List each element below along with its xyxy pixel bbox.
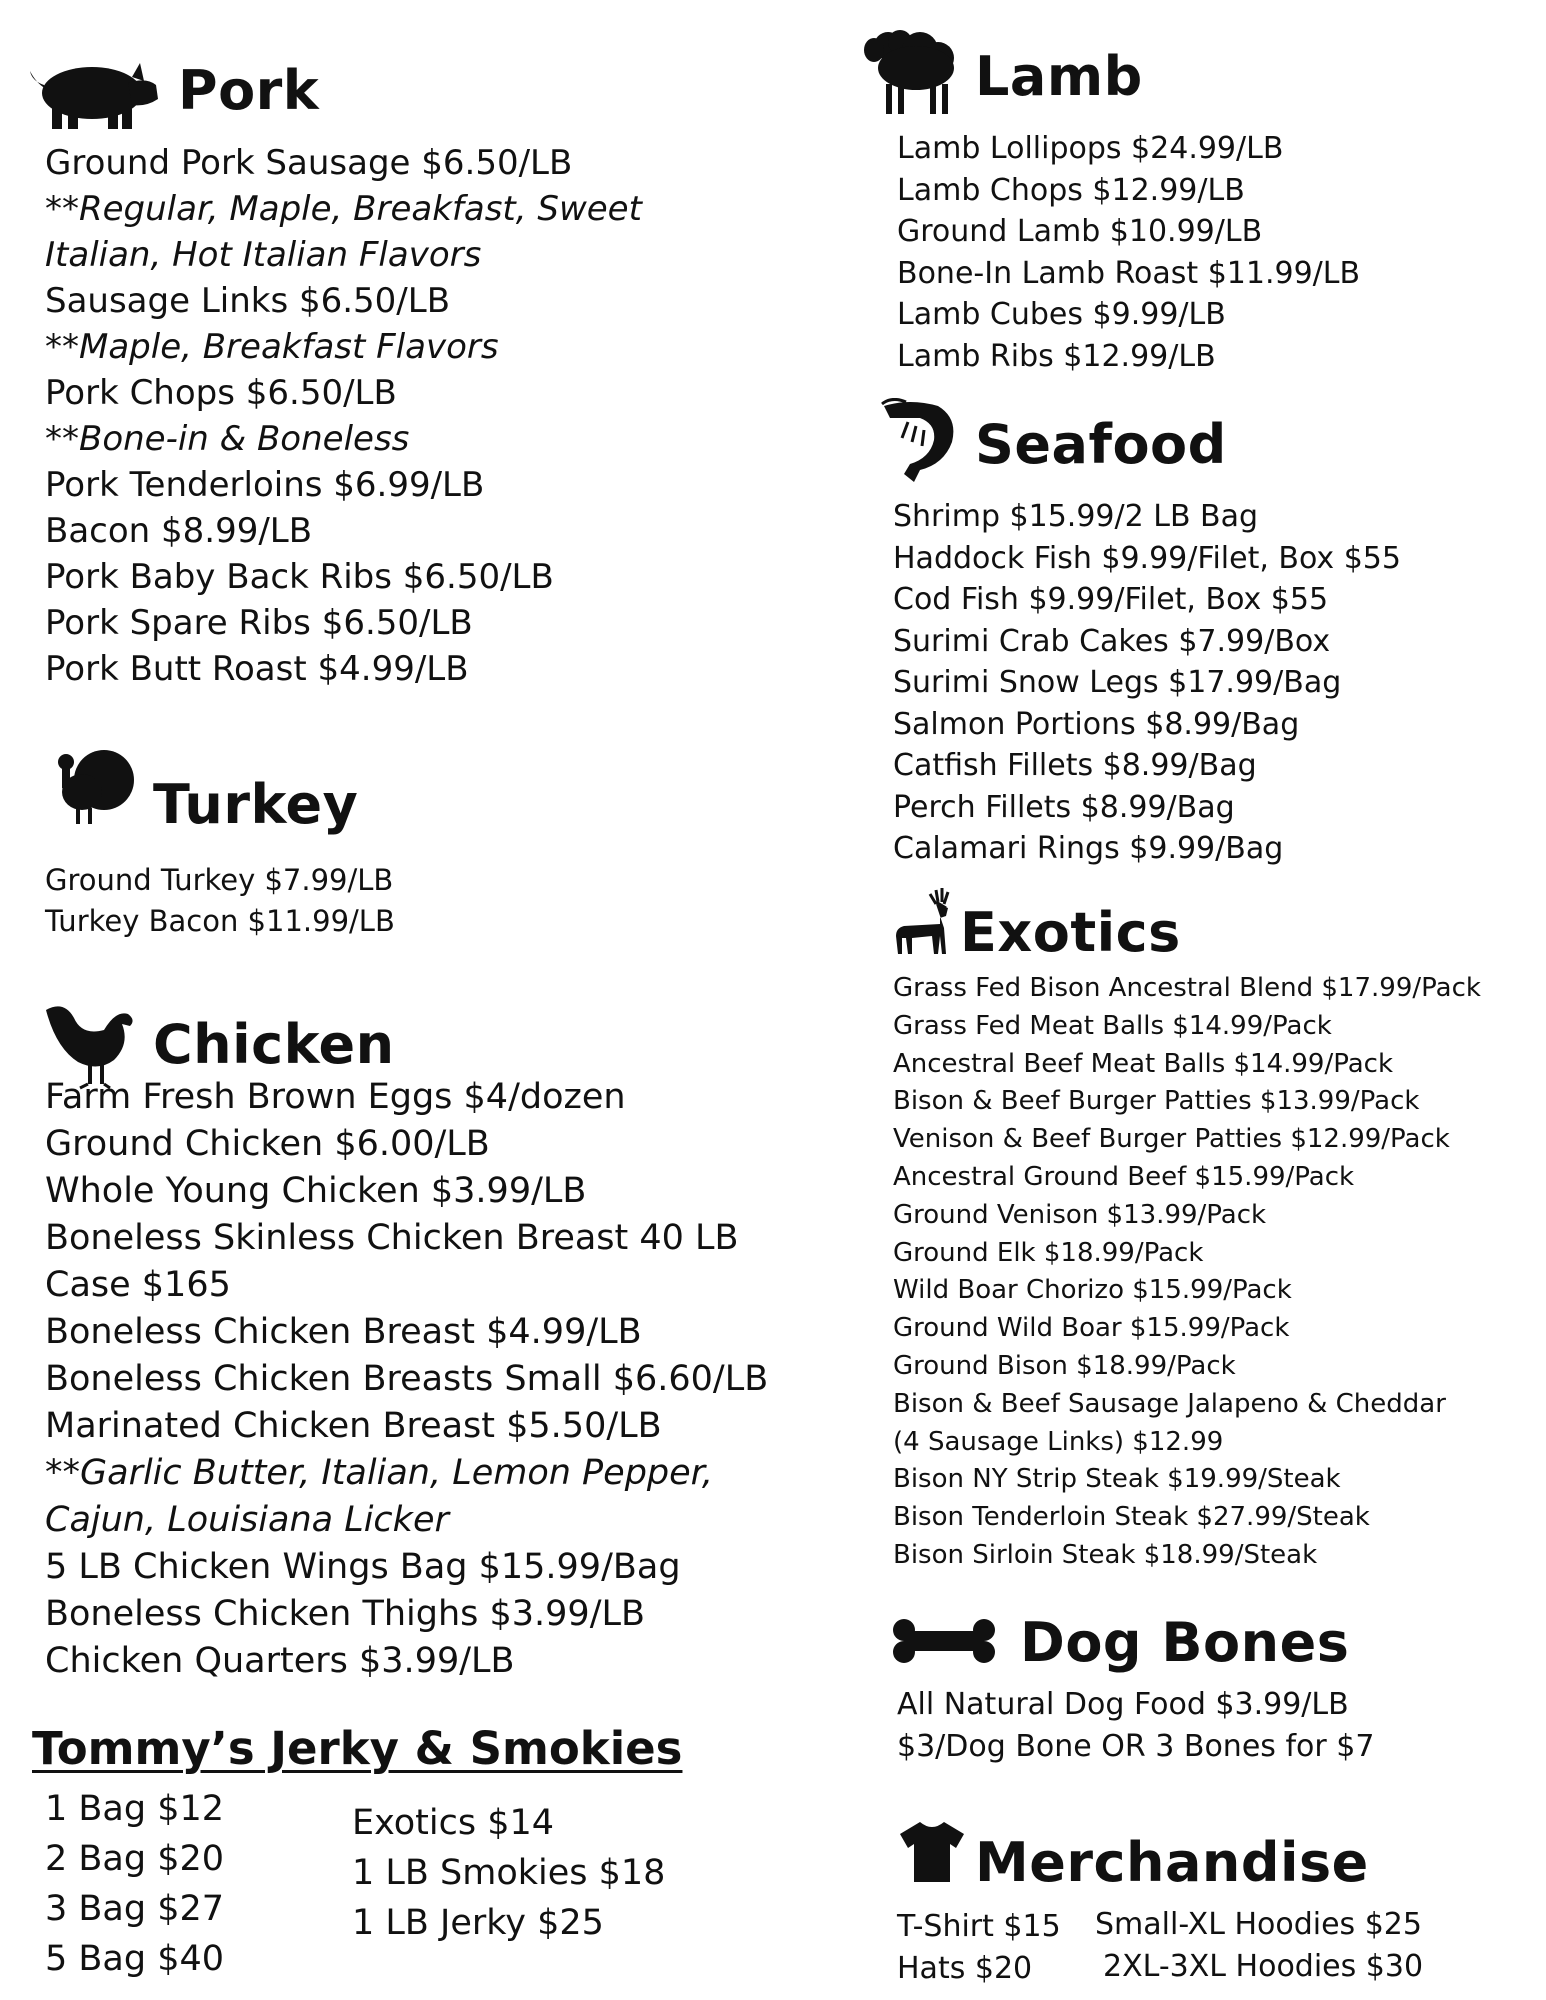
tshirt-icon [898, 1820, 966, 1884]
dog-bones-section [850, 1600, 1546, 1800]
exotics-item: Ground Elk $18.99/Pack [893, 1237, 1204, 1268]
jerky-item: 1 LB Jerky $25 [352, 1903, 604, 1943]
seafood-items [893, 496, 1401, 870]
chicken-item: Boneless Chicken Breast $4.99/LB [45, 1312, 642, 1352]
exotics-item: Venison & Beef Burger Patties $12.99/Pack [893, 1124, 1450, 1155]
lamb-item: Bone-In Lamb Roast $11.99/LB [897, 255, 1361, 291]
pork-item: Pork Chops $6.50/LB [45, 373, 397, 413]
lamb-item: Lamb Ribs $12.99/LB [897, 338, 1216, 374]
merchandise-item: 2XL-3XL Hoodies $30 [1103, 1949, 1424, 1984]
seafood-item: Haddock Fish $9.99/Filet, Box $55 [893, 540, 1401, 576]
seafood-section [850, 390, 1546, 880]
exotics-item: Bison Tenderloin Steak $27.99/Steak [893, 1502, 1370, 1533]
merchandise-title: Merchandise [975, 1831, 1369, 1894]
jerky-item: 5 Bag $40 [45, 1939, 224, 1979]
chicken-item: Whole Young Chicken $3.99/LB [45, 1171, 587, 1211]
jerky-item: Exotics $14 [352, 1803, 555, 1843]
dog-bones-item: All Natural Dog Food $3.99/LB [897, 1687, 1349, 1722]
pork-item: Pork Butt Roast $4.99/LB [45, 649, 469, 689]
lamb-item: Ground Lamb $10.99/LB [897, 214, 1263, 249]
chicken-item: Boneless Chicken Breasts Small $6.60/LB [45, 1359, 769, 1399]
lamb-item: Lamb Cubes $9.99/LB [897, 297, 1226, 332]
seafood-item: Perch Fillets $8.99/Bag [893, 789, 1235, 825]
pork-section [0, 0, 780, 700]
chicken-item: 5 LB Chicken Wings Bag $15.99/Bag [45, 1547, 681, 1587]
chicken-item: Case $165 [45, 1265, 231, 1305]
pork-item: Pork Baby Back Ribs $6.50/LB [45, 557, 554, 597]
pork-item: Sausage Links $6.50/LB [45, 281, 451, 321]
exotics-section [850, 880, 1546, 1620]
pig-icon [28, 55, 162, 131]
merchandise-item: T-Shirt $15 [897, 1909, 1061, 1944]
pork-item-note: **Bone-in & Boneless [45, 419, 410, 459]
chicken-item: Boneless Skinless Chicken Breast 40 LB [45, 1218, 739, 1258]
chicken-items [45, 1074, 768, 1685]
seafood-item: Shrimp $15.99/2 LB Bag [893, 499, 1259, 534]
turkey-icon [52, 742, 138, 828]
exotics-title: Exotics [960, 901, 1181, 964]
seafood-item: Surimi Snow Legs $17.99/Bag [893, 665, 1342, 700]
pork-item-note: **Maple, Breakfast Flavors [45, 327, 499, 367]
merchandise-item: Hats $20 [897, 1951, 1033, 1986]
chicken-title: Chicken [153, 1013, 395, 1076]
dog-bones-items [897, 1684, 1374, 1767]
lamb-items [897, 128, 1360, 377]
exotics-item: (4 Sausage Links) $12.99 [893, 1426, 1224, 1457]
merchandise-section [850, 1800, 1546, 2000]
chicken-item: Farm Fresh Brown Eggs $4/dozen [45, 1077, 626, 1117]
merchandise-left-items [897, 1906, 1061, 1990]
lamb-title: Lamb [975, 45, 1143, 108]
exotics-item: Ancestral Ground Beef $15.99/Pack [893, 1161, 1355, 1192]
pork-item: Pork Spare Ribs $6.50/LB [45, 603, 473, 643]
chicken-item: Boneless Chicken Thighs $3.99/LB [45, 1594, 645, 1634]
merchandise-right-items [1095, 1904, 1423, 1988]
turkey-items [45, 860, 395, 942]
pork-item: Ground Pork Sausage $6.50/LB [45, 143, 573, 183]
exotics-items [893, 970, 1481, 1575]
exotics-item: Bison NY Strip Steak $19.99/Steak [893, 1464, 1341, 1495]
dog-bones-title: Dog Bones [1020, 1611, 1350, 1674]
jerky-item: 1 LB Smokies $18 [352, 1853, 666, 1893]
lamb-item: Lamb Chops $12.99/LB [897, 172, 1245, 208]
seafood-title: Seafood [975, 413, 1227, 476]
exotics-item: Wild Boar Chorizo $15.99/Pack [893, 1275, 1292, 1306]
exotics-item: Bison & Beef Sausage Jalapeno & Cheddar [893, 1388, 1446, 1419]
exotics-item: Ground Wild Boar $15.99/Pack [893, 1313, 1290, 1344]
lamb-section [850, 0, 1546, 390]
turkey-item: Ground Turkey $7.99/LB [45, 863, 394, 897]
chicken-item-note: **Garlic Butter, Italian, Lemon Pepper, [45, 1453, 713, 1493]
shrimp-icon [880, 398, 960, 484]
pork-item-note: **Regular, Maple, Breakfast, Sweet [45, 189, 642, 229]
turkey-item: Turkey Bacon $11.99/LB [45, 904, 395, 938]
jerky-right-items [352, 1798, 665, 1948]
chicken-item: Ground Chicken $6.00/LB [45, 1124, 490, 1164]
pork-items [45, 140, 642, 692]
jerky-title: Tommy’s Jerky & Smokies [32, 1722, 683, 1775]
jerky-item: 2 Bag $20 [45, 1839, 224, 1879]
exotics-item: Ground Bison $18.99/Pack [893, 1350, 1236, 1381]
seafood-item: Calamari Rings $9.99/Bag [893, 831, 1284, 866]
jerky-item: 3 Bag $27 [45, 1889, 224, 1929]
dog-bone-icon [892, 1618, 996, 1664]
chicken-item: Marinated Chicken Breast $5.50/LB [45, 1406, 662, 1446]
exotics-item: Bison Sirloin Steak $18.99/Steak [893, 1539, 1318, 1570]
chicken-item-note: Cajun, Louisiana Licker [45, 1500, 449, 1540]
jerky-left-items [45, 1784, 224, 1984]
exotics-item: Ancestral Beef Meat Balls $14.99/Pack [893, 1048, 1394, 1079]
chicken-item: Chicken Quarters $3.99/LB [45, 1641, 515, 1681]
pork-title: Pork [178, 59, 320, 122]
seafood-item: Surimi Crab Cakes $7.99/Box [893, 623, 1331, 659]
pork-item: Pork Tenderloins $6.99/LB [45, 465, 485, 505]
exotics-item: Bison & Beef Burger Patties $13.99/Pack [893, 1086, 1420, 1117]
lamb-item: Lamb Lollipops $24.99/LB [897, 131, 1284, 166]
pork-item-note: Italian, Hot Italian Flavors [45, 235, 482, 275]
sheep-icon [864, 28, 958, 118]
merchandise-item: Small-XL Hoodies $25 [1095, 1907, 1422, 1942]
jerky-item: 1 Bag $12 [45, 1789, 224, 1829]
seafood-item: Catfish Fillets $8.99/Bag [893, 748, 1257, 783]
seafood-item: Salmon Portions $8.99/Bag [893, 706, 1300, 742]
jerky-section [0, 1710, 780, 2000]
seafood-item: Cod Fish $9.99/Filet, Box $55 [893, 582, 1329, 617]
exotics-item: Ground Venison $13.99/Pack [893, 1199, 1267, 1230]
pork-item: Bacon $8.99/LB [45, 511, 313, 551]
chicken-section [0, 990, 780, 1710]
exotics-item: Grass Fed Meat Balls $14.99/Pack [893, 1010, 1332, 1041]
dog-bones-item: $3/Dog Bone OR 3 Bones for $7 [897, 1728, 1375, 1764]
turkey-section [0, 700, 780, 960]
turkey-title: Turkey [153, 773, 359, 836]
elk-icon [890, 888, 954, 956]
exotics-item: Grass Fed Bison Ancestral Blend $17.99/Pack [893, 973, 1481, 1003]
